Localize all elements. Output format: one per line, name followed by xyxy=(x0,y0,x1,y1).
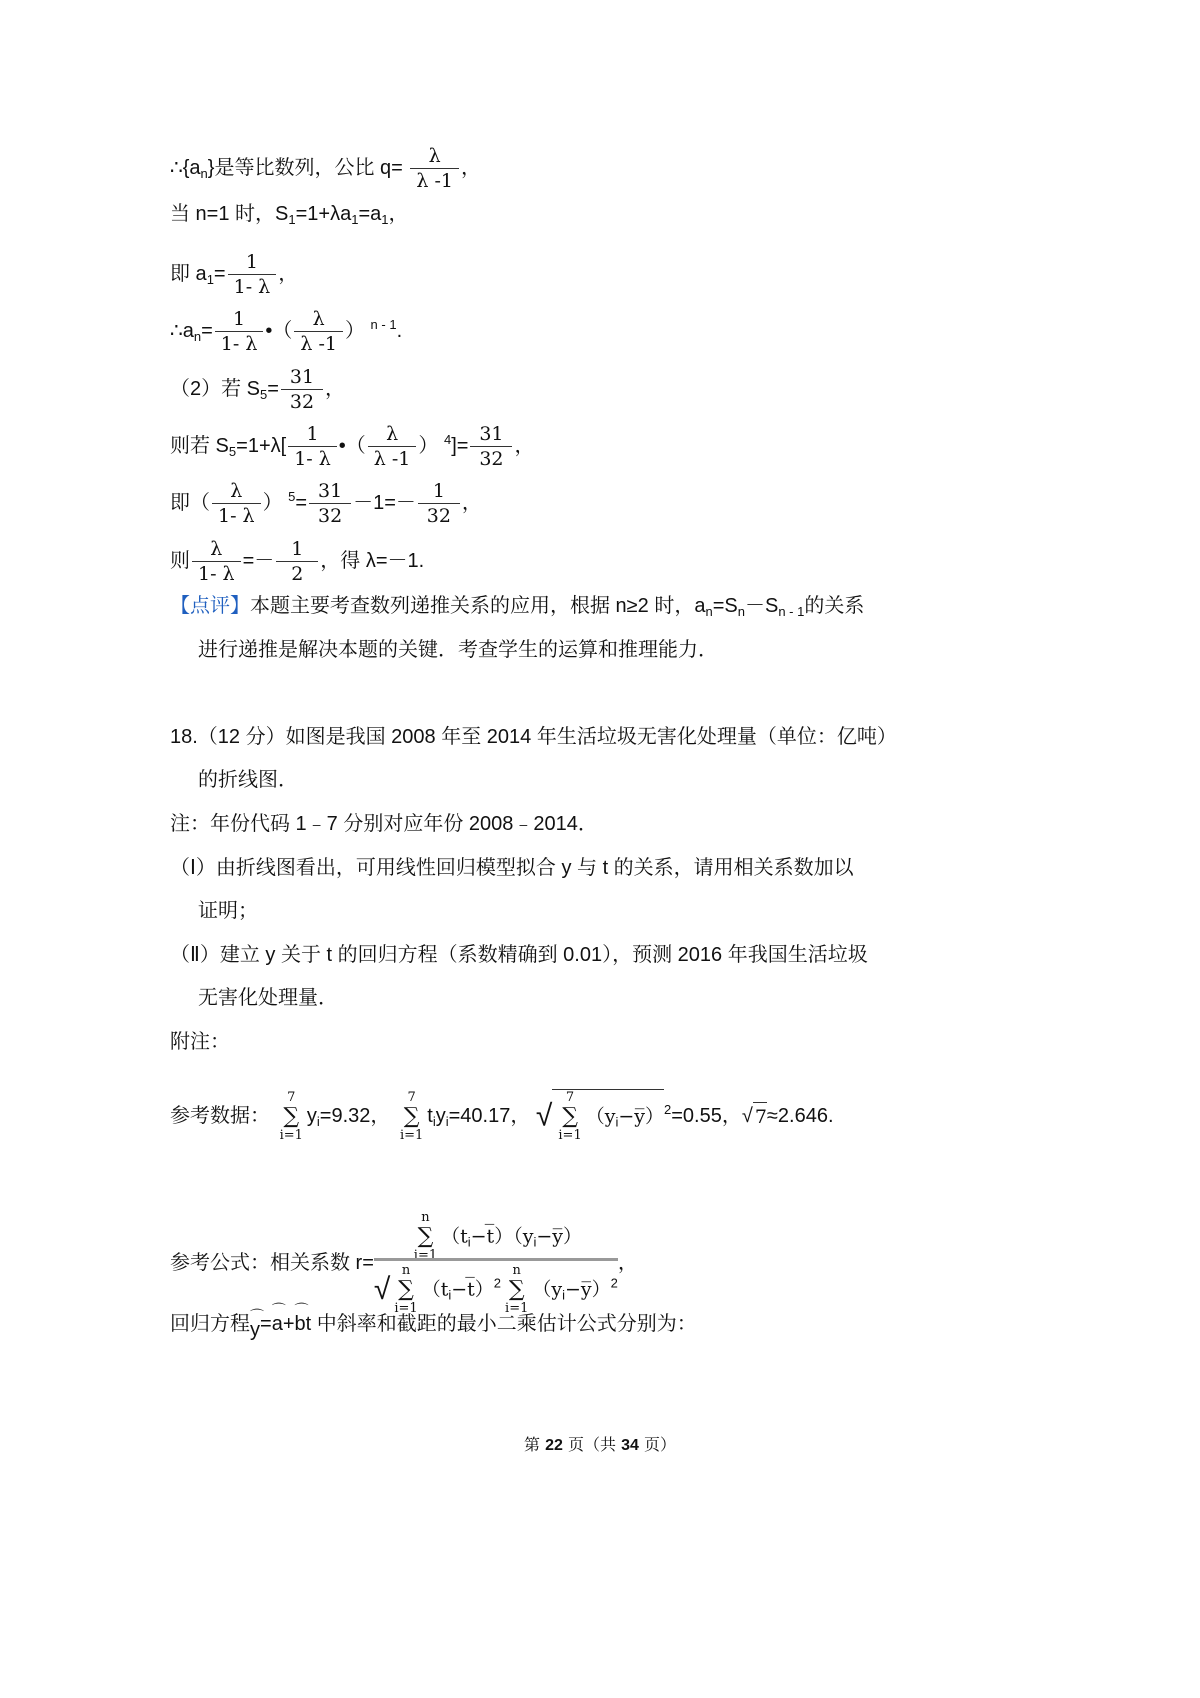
subscript: n - 1 xyxy=(778,604,805,619)
text: = xyxy=(295,491,308,514)
numerator: 1 xyxy=(233,308,246,330)
sigma-icon: ∑ xyxy=(562,1104,578,1129)
fraction xyxy=(192,537,241,586)
fraction xyxy=(276,537,318,586)
reference-data xyxy=(170,1089,834,1144)
problem-note: 注：年份代码 1﹣7 分别对应年份 2008﹣2014． xyxy=(170,813,598,835)
exponent: 2 xyxy=(493,1275,502,1291)
sum-lower: i=1 xyxy=(558,1128,582,1143)
text: = xyxy=(260,1313,272,1335)
text: =a xyxy=(358,203,382,225)
sum-lower: i=1 xyxy=(399,1127,424,1143)
text: 的关系 xyxy=(804,595,865,617)
denominator: λ -1 xyxy=(410,168,459,193)
text: =－ xyxy=(242,549,275,572)
subscript: i xyxy=(615,1114,619,1130)
subscript: n xyxy=(200,165,208,181)
text: －1=－ xyxy=(353,491,416,514)
text: = xyxy=(213,262,226,285)
text: ， xyxy=(324,377,345,400)
fraction xyxy=(294,307,343,356)
text: 中斜率和截距的最小二乘估计公式分别为： xyxy=(311,1313,697,1335)
text: −t̅） xyxy=(451,1278,494,1301)
review-line-1 xyxy=(170,592,864,626)
denominator: 32 xyxy=(418,503,460,528)
text: 即（ xyxy=(170,491,210,514)
subscript: 5 xyxy=(228,443,237,459)
radicand xyxy=(552,1089,664,1144)
sum-upper: 7 xyxy=(407,1089,416,1105)
denominator: λ -1 xyxy=(294,331,343,356)
reference-formula xyxy=(170,1210,638,1317)
fraction xyxy=(470,422,512,471)
denominator: 1- λ xyxy=(212,503,261,528)
text: 第 xyxy=(524,1435,546,1454)
subscript: n xyxy=(737,604,745,619)
b-hat: ⌒ b xyxy=(295,1310,306,1338)
solution-line-6 xyxy=(170,422,534,471)
problem-18-title: 18.（12 分）如图是我国 2008 年至 2014 年生活垃圾无害化处理量（单位：亿吨） xyxy=(170,726,897,748)
denominator: λ -1 xyxy=(368,446,417,471)
text: y xyxy=(435,1104,446,1127)
sigma-icon: ∑ xyxy=(403,1103,420,1129)
text: + xyxy=(282,1313,295,1335)
fraction xyxy=(215,307,264,356)
numerator: 1 xyxy=(432,480,445,502)
denominator xyxy=(374,1258,618,1317)
text: −y̅） xyxy=(536,1225,582,1248)
sum-upper: n xyxy=(512,1263,521,1278)
value: =40.17， xyxy=(448,1104,531,1127)
denominator: 32 xyxy=(470,446,512,471)
sum-symbol xyxy=(394,1263,417,1317)
fraction xyxy=(309,479,351,528)
regression-line xyxy=(170,1310,697,1344)
numerator: λ xyxy=(312,308,325,330)
subscript: n xyxy=(193,328,202,344)
review-tag: 【点评】 xyxy=(170,595,250,617)
solution-line-1 xyxy=(170,144,481,193)
numerator: λ xyxy=(210,538,223,560)
text: ， xyxy=(460,156,481,179)
solution-line-4 xyxy=(170,307,402,356)
page-number: 22 xyxy=(545,1437,563,1454)
text: 即 a xyxy=(170,262,207,285)
denominator: 1- λ xyxy=(288,446,337,471)
text: =1+λ[ xyxy=(236,434,287,457)
solution-line-2 xyxy=(170,200,409,234)
numerator: λ xyxy=(230,480,243,502)
sum-upper: 7 xyxy=(287,1089,296,1105)
sum-lower: i=1 xyxy=(505,1301,529,1316)
sum-upper: n xyxy=(401,1263,411,1278)
y-hat: ⌒ y xyxy=(250,1316,260,1344)
text: t xyxy=(427,1104,433,1127)
text: ∴a xyxy=(170,319,194,342)
value: =9.32， xyxy=(319,1104,391,1127)
sum-upper: n xyxy=(421,1210,430,1225)
numerator: λ xyxy=(428,145,441,167)
sum-symbol xyxy=(414,1210,437,1264)
text: 当 n=1 时，S xyxy=(170,203,289,225)
radicand: 7 xyxy=(753,1102,767,1131)
fraction xyxy=(368,422,417,471)
text: 本题主要考查数列递推关系的应用，根据 n≥2 时，a xyxy=(250,595,706,617)
denominator: 32 xyxy=(281,389,323,414)
text: ]= xyxy=(451,434,469,457)
sum-symbol xyxy=(280,1090,303,1144)
exponent: 2 xyxy=(664,1101,672,1117)
value: ≈2.646. xyxy=(766,1104,834,1127)
sigma-icon: ∑ xyxy=(283,1103,300,1129)
subscript: n xyxy=(705,604,713,619)
sum-lower: i=1 xyxy=(279,1127,303,1143)
exponent: 4 xyxy=(443,431,452,447)
numerator: 1 xyxy=(306,423,319,445)
fraction xyxy=(288,422,337,471)
fraction xyxy=(212,479,261,528)
numerator: 1 xyxy=(291,538,304,560)
text: 回归方程 xyxy=(170,1313,250,1335)
sum-lower: i=1 xyxy=(413,1248,438,1263)
subscript: 5 xyxy=(260,386,268,402)
subscript: 1 xyxy=(288,212,296,227)
text: 则 xyxy=(170,549,190,572)
numerator xyxy=(410,1210,582,1264)
sqrt-icon: √ xyxy=(741,1104,753,1127)
sqrt-icon: √ xyxy=(535,1099,553,1133)
value: =0.55， xyxy=(671,1104,742,1127)
denominator: 1- λ xyxy=(215,331,264,356)
text: •（ xyxy=(265,319,293,342)
solution-line-3 xyxy=(170,250,298,299)
text: −y̅） xyxy=(618,1105,664,1128)
subscript: 1 xyxy=(206,271,214,287)
numerator: 31 xyxy=(317,480,343,502)
text: −t̅）（y xyxy=(470,1225,534,1248)
subscript: 1 xyxy=(381,212,389,227)
text: 参考公式：相关系数 r= xyxy=(170,1251,374,1274)
text: ） xyxy=(418,434,439,457)
sqrt-icon: √ xyxy=(373,1273,391,1306)
denominator: 1- λ xyxy=(228,274,277,299)
text: ， xyxy=(514,434,535,457)
text: ， xyxy=(388,203,409,225)
problem-18-title-cont: 的折线图． xyxy=(198,769,298,791)
solution-line-5 xyxy=(170,365,345,414)
question-2-cont: 无害化处理量． xyxy=(198,987,338,1009)
denominator: 1- λ xyxy=(192,561,241,586)
exponent: 5 xyxy=(288,488,296,504)
text: =1+λa xyxy=(295,203,352,225)
numerator: 31 xyxy=(479,423,504,445)
denominator: 2 xyxy=(276,561,318,586)
subscript: i xyxy=(316,1113,320,1129)
text: •（ xyxy=(338,434,366,457)
numerator: 1 xyxy=(245,251,258,273)
sum-symbol xyxy=(400,1090,423,1144)
subscript: i xyxy=(533,1234,537,1250)
text: －S xyxy=(744,595,779,617)
text: ， xyxy=(461,491,482,514)
sum-lower: i=1 xyxy=(394,1301,418,1316)
text: （y xyxy=(532,1278,563,1301)
text: （2）若 S xyxy=(170,377,261,400)
fraction xyxy=(410,144,459,193)
denominator: 32 xyxy=(309,503,351,528)
text: ，得 λ=－1. xyxy=(320,549,425,572)
text: ∴{a xyxy=(170,156,201,179)
sigma-icon: ∑ xyxy=(417,1224,434,1249)
text: （t xyxy=(421,1278,449,1301)
text: = xyxy=(201,319,213,342)
exponent: n - 1 xyxy=(370,316,397,332)
text: 页） xyxy=(638,1435,676,1454)
text: ， xyxy=(278,262,299,285)
appendix-label: 附注： xyxy=(170,1031,230,1053)
fraction xyxy=(374,1210,618,1317)
text: = xyxy=(267,377,279,400)
numerator: λ xyxy=(386,423,399,445)
text: ， xyxy=(617,1251,638,1274)
sum-symbol xyxy=(558,1090,581,1144)
sigma-icon: ∑ xyxy=(398,1277,414,1302)
fraction xyxy=(418,479,460,528)
subscript: i xyxy=(467,1234,471,1250)
page-footer xyxy=(0,1432,1200,1455)
review-line-2: 进行递推是解决本题的关键．考查学生的运算和推理能力． xyxy=(198,639,718,661)
question-1: （Ⅰ）由折线图看出，可用线性回归模型拟合 y 与 t 的关系，请用相关系数加以 xyxy=(170,857,854,879)
total-pages: 34 xyxy=(621,1437,639,1454)
a-hat: ⌒ a xyxy=(272,1310,283,1338)
text: （t xyxy=(441,1225,468,1248)
text: y xyxy=(306,1104,317,1127)
text: =S xyxy=(712,595,738,617)
text: 则若 S xyxy=(170,434,229,457)
text: }是等比数列，公比 q= xyxy=(207,156,403,179)
text: 页（共 xyxy=(562,1435,622,1454)
text: 参考数据： xyxy=(170,1104,270,1127)
text: ） xyxy=(262,491,283,514)
exponent: 2 xyxy=(610,1275,618,1291)
text: . xyxy=(396,319,403,342)
subscript: 1 xyxy=(351,212,359,227)
sum-upper: 7 xyxy=(565,1090,575,1105)
sigma-icon: ∑ xyxy=(508,1277,525,1302)
solution-line-7 xyxy=(170,479,482,528)
subscript: i xyxy=(448,1287,452,1303)
text: （y xyxy=(585,1105,616,1128)
question-2: （Ⅱ）建立 y 关于 t 的回归方程（系数精确到 0.01），预测 2016 年我国生活垃圾 xyxy=(170,944,868,966)
numerator: 31 xyxy=(289,366,315,388)
subscript: i xyxy=(432,1113,436,1129)
fraction xyxy=(228,250,277,299)
text: ） xyxy=(344,319,365,342)
text: t xyxy=(305,1313,312,1335)
question-1-cont: 证明； xyxy=(198,900,258,922)
subscript: i xyxy=(445,1113,449,1129)
fraction xyxy=(281,365,323,414)
sum-symbol xyxy=(505,1263,528,1317)
text: −y̅） xyxy=(564,1278,611,1301)
solution-line-8 xyxy=(170,537,424,586)
subscript: i xyxy=(562,1287,565,1303)
